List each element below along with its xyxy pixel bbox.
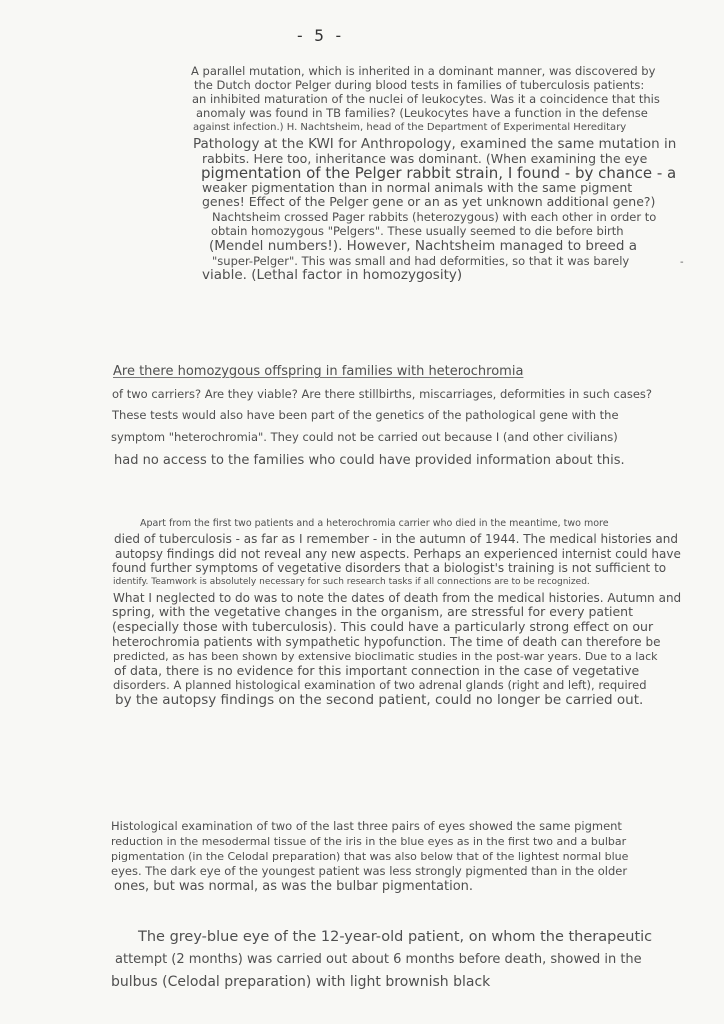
text-line: (Mendel numbers!). However, Nachtsheim managed to breed a	[209, 238, 637, 254]
text-line: symptom "heterochromia". They could not be carried out because I (and other civilians)	[111, 430, 618, 444]
text-line: Nachtsheim crossed Pager rabbits (heterozygous) with each other in order to	[212, 210, 657, 224]
text-line: heterochromia patients with sympathetic hypofunction. The time of death can therefore be	[112, 635, 661, 649]
text-line: against infection.) H. Nachtsheim, head of the Department of Experimental Hereditary	[193, 122, 627, 133]
text-line: bulbus (Celodal preparation) with light brownish black	[111, 974, 491, 990]
text-line: What I neglected to do was to note the dates of death from the medical histories. Autumn and	[113, 591, 682, 605]
text-line: found further symptoms of vegetative disorders that a biologist's training is not sufficient to	[112, 561, 667, 575]
text-line: Apart from the first two patients and a heterochromia carrier who died in the meantime, two more	[140, 518, 609, 529]
text-line: The grey-blue eye of the 12-year-old patient, on whom the therapeutic	[138, 929, 653, 945]
text-line: died of tuberculosis - as far as I remember - in the autumn of 1944. The medical histories and	[114, 532, 679, 546]
text-line: of two carriers? Are they viable? Are there stillbirths, miscarriages, deformities in such cases?	[112, 387, 653, 401]
margin-mark: -	[680, 257, 684, 268]
text-line-underlined: Are there homozygous offspring in families with heterochromia	[113, 364, 524, 379]
text-line: anomaly was found in TB families? (Leukocytes have a function in the defense	[196, 106, 648, 120]
text-line: A parallel mutation, which is inherited in a dominant manner, was discovered by	[191, 64, 656, 78]
text-line: an inhibited maturation of the nuclei of leukocytes. Was it a coincidence that this	[192, 92, 660, 106]
page-number: - 5 -	[295, 26, 344, 45]
text-line: eyes. The dark eye of the youngest patient was less strongly pigmented than in the older	[111, 864, 628, 878]
text-line: These tests would also have been part of the genetics of the pathological gene with the	[112, 408, 619, 422]
text-line: of data, there is no evidence for this important connection in the case of vegetative	[114, 663, 640, 678]
text-line: by the autopsy findings on the second patient, could no longer be carried out.	[115, 692, 644, 708]
text-line: Pathology at the KWI for Anthropology, examined the same mutation in	[193, 136, 677, 152]
text-line: genes! Effect of the Pelger gene or an as yet unknown additional gene?)	[202, 194, 656, 209]
text-line: obtain homozygous "Pelgers". These usually seemed to die before birth	[211, 224, 624, 238]
text-line: pigmentation (in the Celodal preparation) that was also below that of the lightest normal blue	[111, 850, 629, 863]
text-line: viable. (Lethal factor in homozygosity)	[202, 267, 463, 283]
text-line: had no access to the families who could have provided information about this.	[114, 453, 625, 468]
text-line: predicted, as has been shown by extensive bioclimatic studies in the post-war years. Due to a lack	[113, 650, 658, 663]
text-line: pigmentation of the Pelger rabbit strain, I found - by chance - a	[201, 164, 677, 182]
text-line: disorders. A planned histological examination of two adrenal glands (right and left), required	[113, 678, 647, 692]
text-line: the Dutch doctor Pelger during blood tests in families of tuberculosis patients:	[194, 78, 645, 92]
text-line: "super-Pelger". This was small and had deformities, so that it was barely	[212, 254, 630, 268]
text-line: reduction in the mesodermal tissue of the iris in the blue eyes as in the first two and a bulbar	[111, 835, 627, 848]
text-line: weaker pigmentation than in normal animals with the same pigment	[202, 180, 633, 195]
text-line: (especially those with tuberculosis). This could have a particularly strong effect on our	[112, 619, 654, 634]
text-line: Histological examination of two of the last three pairs of eyes showed the same pigment	[111, 819, 622, 833]
text-line: attempt (2 months) was carried out about 6 months before death, showed in the	[115, 952, 642, 967]
text-line: identify. Teamwork is absolutely necessary for such research tasks if all connections are to be recognized.	[113, 577, 590, 587]
text-line: spring, with the vegetative changes in the organism, are stressful for every patient	[112, 604, 633, 619]
text-line: ones, but was normal, as was the bulbar pigmentation.	[114, 879, 474, 894]
text-line: autopsy findings did not reveal any new aspects. Perhaps an experienced internist could have	[115, 547, 681, 561]
text-line: rabbits. Here too, inheritance was dominant. (When examining the eye	[202, 151, 648, 166]
